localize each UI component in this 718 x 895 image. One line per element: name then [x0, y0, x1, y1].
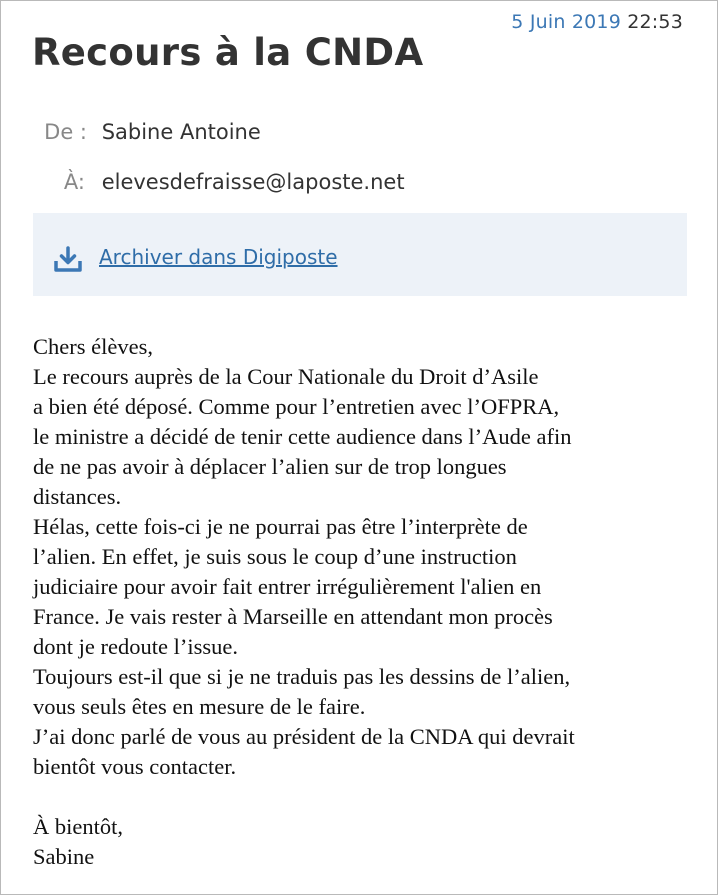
sender-name[interactable]: Sabine Antoine — [101, 120, 261, 144]
email-subject: Recours à la CNDA — [32, 31, 424, 74]
body-line: Toujours est-il que si je ne traduis pas les dessins de l’alien, — [33, 664, 571, 689]
body-line: distances. — [33, 484, 122, 509]
body-line: judiciaire pour avoir fait entrer irrégulièrement l'alien en — [33, 574, 542, 599]
email-date: 5 Juin 2019 — [511, 11, 621, 33]
recipient-address[interactable]: elevesdefraisse@laposte.net — [101, 170, 405, 194]
body-line: l’alien. En effet, je suis sous le coup d’une instruction — [33, 544, 517, 569]
from-label: De : — [44, 120, 87, 144]
paragraph-gap — [33, 782, 698, 812]
archive-panel — [33, 213, 687, 296]
body-line: dont je redoute l’issue. — [33, 634, 238, 659]
email-datetime — [511, 11, 683, 33]
body-line: le ministre a décidé de tenir cette audience dans l’Aude afin — [33, 424, 572, 449]
body-line: Hélas, cette fois-ci je ne pourrai pas être l’interprète de — [33, 514, 528, 539]
from-row — [39, 120, 261, 144]
download-tray-icon[interactable] — [53, 246, 83, 274]
body-line: bientôt vous contacter. — [33, 754, 237, 779]
body-line: J’ai donc parlé de vous au président de la CNDA qui devrait — [33, 724, 575, 749]
to-row — [39, 170, 405, 194]
body-line: a bien été déposé. Comme pour l’entretien avec l’OFPRA, — [33, 394, 560, 419]
body-line: vous seuls êtes en mesure de le faire. — [33, 694, 366, 719]
to-label: À: — [63, 170, 85, 194]
closing-line: À bientôt, — [33, 814, 123, 839]
body-line: France. Je vais rester à Marseille en attendant mon procès — [33, 604, 553, 629]
email-time: 22:53 — [627, 11, 683, 33]
body-line: Le recours auprès de la Cour Nationale du Droit d’Asile — [33, 364, 539, 389]
body-line: de ne pas avoir à déplacer l’alien sur de trop longues — [33, 454, 507, 479]
email-body — [33, 332, 698, 872]
archive-digiposte-link[interactable]: Archiver dans Digiposte — [99, 245, 338, 269]
signature-line: Sabine — [33, 844, 95, 869]
body-line: Chers élèves, — [33, 334, 153, 359]
